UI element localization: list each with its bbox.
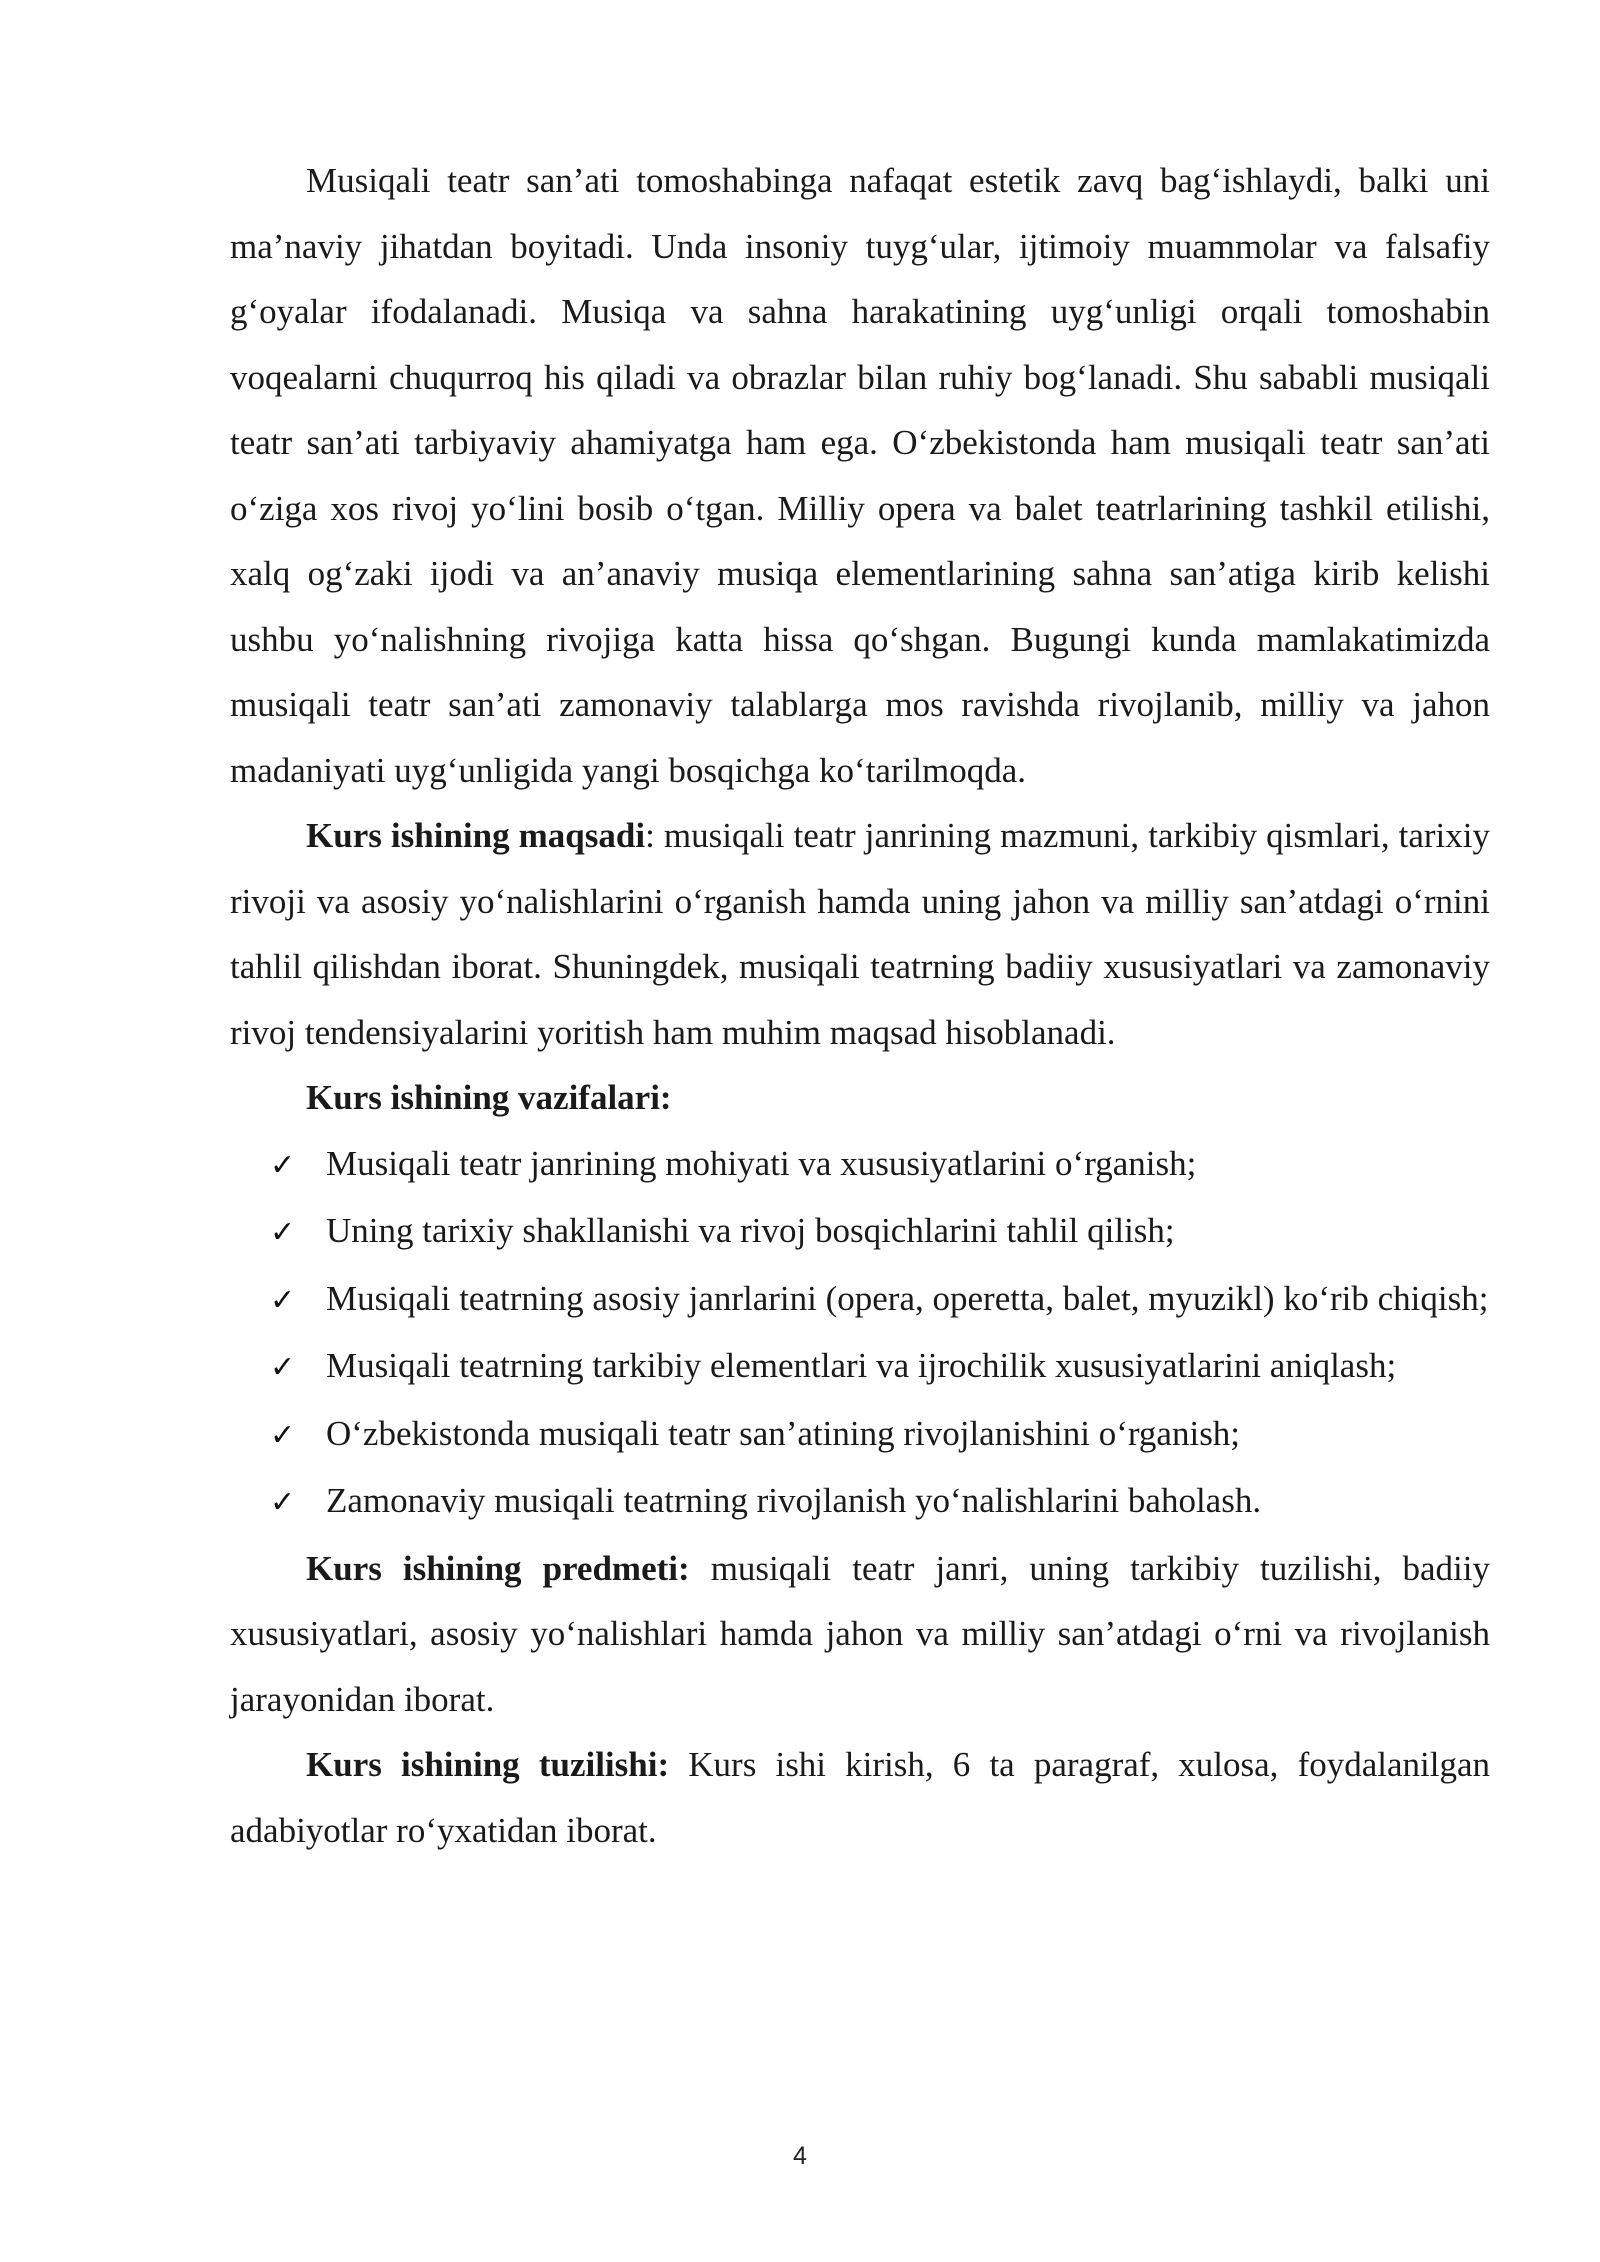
list-item bbox=[230, 1401, 1490, 1469]
list-item bbox=[230, 1131, 1490, 1199]
subject-text: musiqali teatr janri, uning tarkibiy tuzilishi, badiiy xususiyatlari, asosiy yo‘nalishlari hamda jahon va milliy san’atdagi o‘rni va rivojlanish jarayonidan iborat. bbox=[230, 1548, 1490, 1719]
subject-label: Kurs ishining predmeti: bbox=[306, 1548, 690, 1588]
task-text: Zamonaviy musiqali teatrning rivojlanish yo‘nalishlarini baholash. bbox=[326, 1481, 1262, 1520]
goal-paragraph bbox=[230, 803, 1490, 1065]
check-icon: ✓ bbox=[270, 1485, 296, 1520]
task-text: Musiqali teatrning asosiy janrlarini (opera, operetta, balet, myuzikl) ko‘rib chiqish; bbox=[326, 1278, 1489, 1318]
structure-paragraph bbox=[230, 1732, 1490, 1863]
list-item bbox=[230, 1468, 1490, 1536]
subject-paragraph bbox=[230, 1536, 1490, 1733]
structure-label: Kurs ishining tuzilishi: bbox=[306, 1745, 670, 1784]
document-page bbox=[230, 148, 1490, 1863]
task-text: O‘zbekistonda musiqali teatr san’atining rivojlanishini o‘rganish; bbox=[326, 1413, 1241, 1453]
goal-text: : musiqali teatr janrining mazmuni, tarkibiy qismlari, tarixiy rivoji va asosiy yo‘nalishlarini o‘rganish hamda uning jahon va milliy san’atdagi o‘rnini tahlil qilishdan iborat. Shuningdek, musiqali teatrning badiiy xususiyatlari va zamonaviy rivoj tendensiyalarini yoritish ham muhim maqsad hisoblanadi. bbox=[230, 816, 1491, 1052]
tasks-heading: Kurs ishining vazifalari: bbox=[306, 1078, 672, 1117]
list-item bbox=[230, 1266, 1490, 1334]
check-icon: ✓ bbox=[270, 1215, 296, 1250]
list-item bbox=[230, 1198, 1490, 1266]
check-icon: ✓ bbox=[270, 1350, 296, 1385]
check-icon: ✓ bbox=[270, 1282, 296, 1318]
task-text: Musiqali teatr janrining mohiyati va xususiyatlarini o‘rganish; bbox=[326, 1143, 1197, 1183]
check-icon: ✓ bbox=[270, 1417, 296, 1453]
intro-paragraph: Musiqali teatr san’ati tomoshabinga nafaqat estetik zavq bag‘ishlaydi, balki uni ma’naviy jihatdan boyitadi. Unda insoniy tuyg‘ular, ijtimoiy muammolar va falsafiy g‘oyalar ifodalanadi. Musiqa va sahna harakatining uyg‘unligi orqali tomoshabin voqealarni chuqurroq his qiladi va obrazlar bilan ruhiy bog‘lanadi. Shu sababli musiqali teatr san’ati tarbiyaviy ahamiyatga ham ega. O‘zbekistonda ham musiqali teatr san’ati o‘ziga xos rivoj yo‘lini bosib o‘tgan. Milliy opera va balet teatrlarining tashkil etilishi, xalq og‘zaki ijodi va an’anaviy musiqa elementlarining sahna san’atiga kirib kelishi ushbu yo‘nalishning rivojiga katta hissa qo‘shgan. Bugungi kunda mamlakatimizda musiqali teatr san’ati zamonaviy talablarga mos ravishda rivojlanib, milliy va jahon madaniyati uyg‘unligida yangi bosqichga ko‘tarilmoqda. bbox=[230, 161, 1490, 790]
page-number: 4 bbox=[793, 2142, 807, 2170]
check-icon: ✓ bbox=[270, 1147, 296, 1183]
goal-label: Kurs ishining maqsadi bbox=[306, 816, 646, 855]
list-item bbox=[230, 1333, 1490, 1401]
task-text: Uning tarixiy shakllanishi va rivoj bosqichlarini tahlil qilish; bbox=[326, 1211, 1175, 1250]
tasks-list bbox=[230, 1131, 1490, 1536]
task-text: Musiqali teatrning tarkibiy elementlari va ijrochilik xususiyatlarini aniqlash; bbox=[326, 1346, 1397, 1385]
structure-text: Kurs ishi kirish, 6 ta paragraf, xulosa, foydalanilgan adabiyotlar ro‘yxatidan iborat. bbox=[230, 1745, 1491, 1850]
